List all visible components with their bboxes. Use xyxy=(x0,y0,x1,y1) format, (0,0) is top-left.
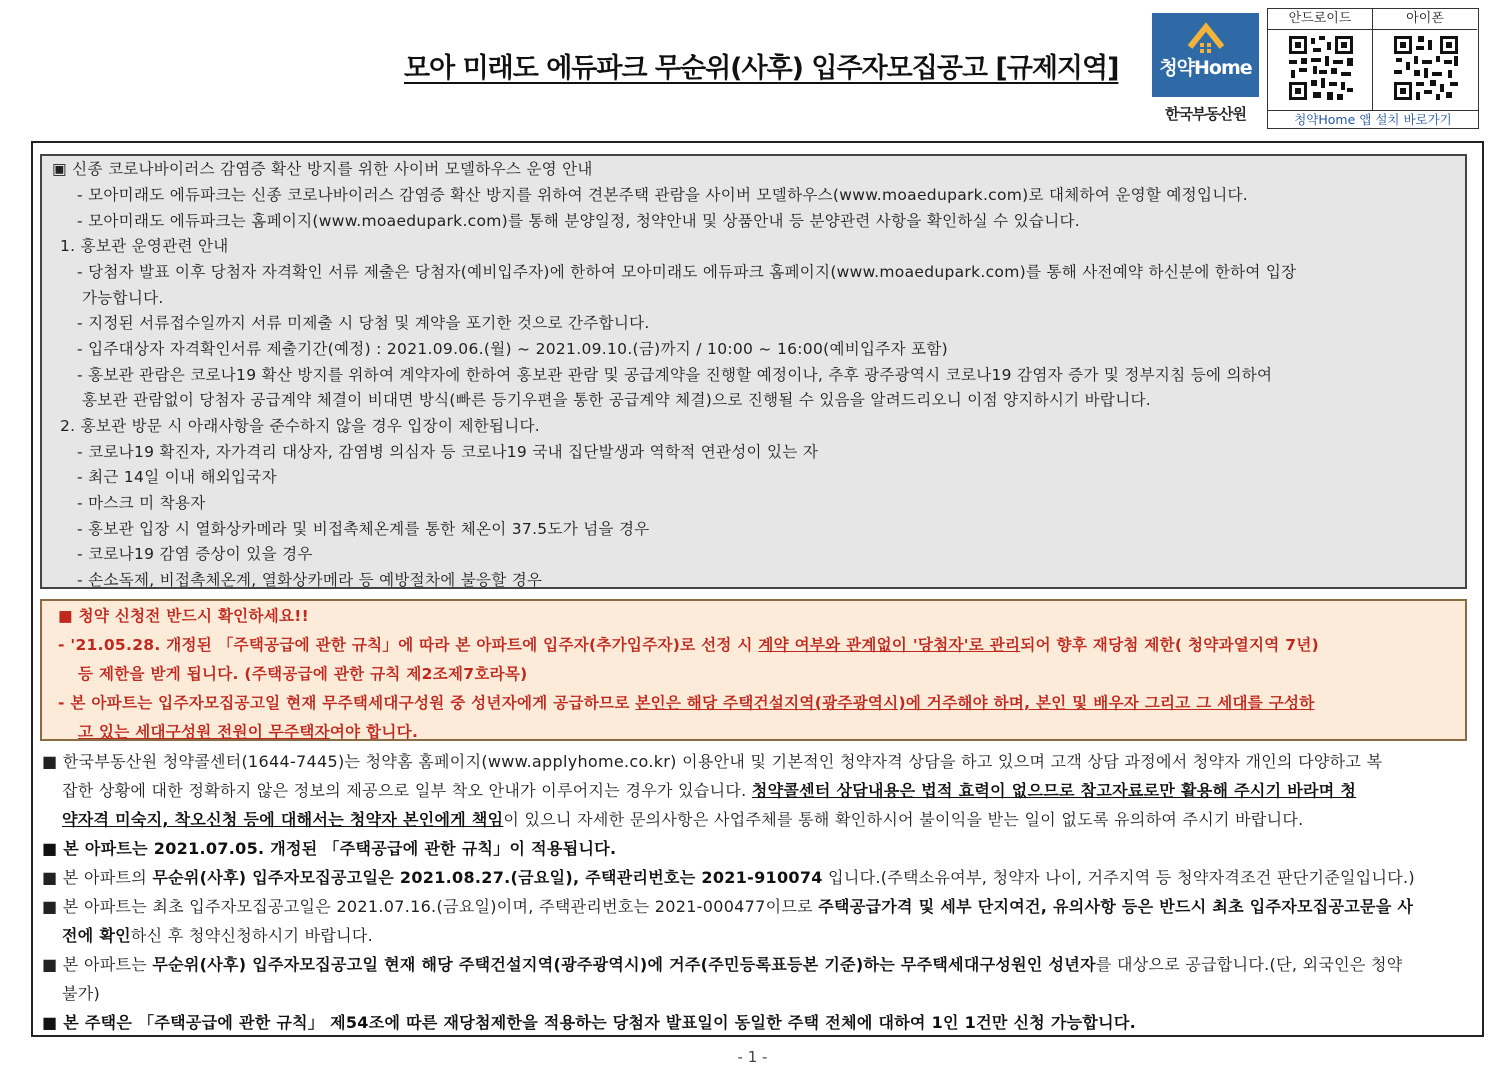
eligibility-prefix: ■ 본 아파트는 xyxy=(42,955,153,974)
warning-item-2-cont xyxy=(78,720,418,742)
corona-section-2-item-e: - 코로나19 감염 증상이 있을 경우 xyxy=(77,545,313,563)
first-announcement-text-2: 하신 후 청약신청하시기 바랍니다. xyxy=(130,926,374,945)
applyhome-logo[interactable] xyxy=(1152,13,1259,125)
announcement-suffix: 입니다.(주택소유여부, 청약자 나이, 거주지역 등 청약자격조건 판단기준일입니다.) xyxy=(822,868,1415,887)
callcenter-emphasis: 청약콜센터 상담내용은 법적 효력이 없으므로 참고자료로만 활용해 주시기 바라며 청 xyxy=(751,781,1357,800)
qr-iphone[interactable] xyxy=(1373,9,1477,110)
corona-section-1-item-b: - 지정된 서류접수일까지 서류 미제출 시 당첨 및 계약을 포기한 것으로 간주합니다. xyxy=(77,314,650,332)
notice-item-eligibility-cont: 불가) xyxy=(62,984,101,1003)
callcenter-text: 잡한 상황에 대한 정확하지 않은 정보의 제공으로 일부 착오 안내가 이루어지는 경우가 있습니다. xyxy=(62,781,752,800)
warning-item-2-text: - 본 아파트는 입주자모집공고일 현재 무주택세대구성원 중 성년자에게 공급하므로 xyxy=(58,694,636,712)
corona-section-1: 1. 홍보관 운영관련 안내 xyxy=(60,237,229,255)
warning-item-1-cont: 등 제한을 받게 됩니다. (주택공급에 관한 규칙 제2조제7호라목) xyxy=(78,665,528,683)
corona-section-1-item-a-cont: 가능합니다. xyxy=(82,289,164,307)
house-logo-icon xyxy=(1152,13,1259,97)
warning-item-2-cont-rest: 여야 합니다. xyxy=(329,723,419,741)
notice-item-first-announcement-cont xyxy=(62,923,373,946)
eligibility-emphasis: 무순위(사후) 입주자모집공고일 현재 해당 주택건설지역(광주광역시)에 거주(주민등록표등본 기준)하는 무주택세대구성원인 성년자 xyxy=(152,955,1096,974)
notice-item-first-announcement xyxy=(42,894,1413,917)
warning-item-2-cont-underlined: 고 있는 세대구성원 전원이 무주택자 xyxy=(78,723,330,741)
corona-item-1: - 모아미래도 에듀파크는 신종 코로나바이러스 감염증 확산 방지를 위하여 견본주택 관람을 사이버 모델하우스(www.moaedupark.com)로 대체하여 운영할 예정입니다. xyxy=(77,186,1248,204)
warning-heading: ■ 청약 신청전 반드시 확인하세요!! xyxy=(58,607,310,625)
first-announcement-emphasis-2: 전에 확인 xyxy=(62,926,131,945)
notice-item-one-application: ■ 본 주택은 「주택공급에 관한 규칙」 제54조에 따른 재당첨제한을 적용하는 당첨자 발표일이 동일한 주택 전체에 대하여 1인 1건만 신청 가능합니다. xyxy=(42,1013,1136,1032)
warning-item-2 xyxy=(58,691,1315,713)
callcenter-text-2: 이 있으니 자세한 문의사항은 사업주체를 통해 확인하시어 불이익을 받는 일이 없도록 유의하여 주시기 바랍니다. xyxy=(503,810,1304,829)
eligibility-suffix: 를 대상으로 공급합니다.(단, 외국인은 청약 xyxy=(1095,955,1403,974)
announcement-emphasis: 무순위(사후) 입주자모집공고일은 2021.08.27.(금요일), 주택관리번호는 2021-910074 xyxy=(152,868,823,887)
corona-section-1-item-c: - 입주대상자 자격확인서류 제출기간(예정) : 2021.09.06.(월) ~ 2021.09.10.(금)까지 / 10:00 ~ 16:00(예비입주자 포함) xyxy=(77,340,948,358)
qr-panel xyxy=(1267,8,1479,129)
corona-section-2-item-c: - 마스크 미 착용자 xyxy=(77,494,206,512)
announcement-prefix: ■ 본 아파트의 xyxy=(42,868,153,887)
warning-item-1-text: - '21.05.28. 개정된 「주택공급에 관한 규칙」에 따라 본 아파트에 입주자(추가입주자)로 선정 시 xyxy=(58,636,759,654)
corona-section-2-item-d: - 홍보관 입장 시 열화상카메라 및 비접촉체온계를 통한 체온이 37.5도가 넘을 경우 xyxy=(77,520,650,538)
corona-item-2: - 모아미래도 에듀파크는 홈페이지(www.moaedupark.com)를 통해 분양일정, 청약안내 및 상품안내 등 분양관련 사항을 확인하실 수 있습니다. xyxy=(77,212,1080,230)
warning-item-1 xyxy=(58,633,1319,655)
warning-item-2-underlined: 본인은 해당 주택건설지역(광주광역시)에 거주해야 하며, 본인 및 배우자 그리고 그 세대를 구성하 xyxy=(635,694,1315,712)
first-announcement-text: ■ 본 아파트는 최초 입주자모집공고일은 2021.07.16.(금요일)이며, 주택관리번호는 2021-000477이므로 xyxy=(42,897,819,916)
corona-section-1-item-d: - 홍보관 관람은 코로나19 확산 방지를 위하여 계약자에 한하여 홍보관 관람 및 공급계약을 진행할 예정이나, 추후 광주광역시 코로나19 감염자 증가 및 정부지침 등에 의하여 xyxy=(77,366,1273,384)
corona-section-1-item-d-cont: 홍보관 관람없이 당첨자 공급계약 체결이 비대면 방식(빠른 등기우편을 통한 공급계약 체결)으로 진행될 수 있음을 알려드리오니 이점 양지하시기 바랍니다. xyxy=(82,391,1151,409)
first-announcement-emphasis: 주택공급가격 및 세부 단지여건, 유의사항 등은 반드시 최초 입주자모집공고문을 사 xyxy=(818,897,1414,916)
corona-heading: ▣ 신종 코로나바이러스 감염증 확산 방지를 위한 사이버 모델하우스 운영 안내 xyxy=(52,160,593,178)
notice-item-callcenter-cont-2 xyxy=(62,807,1304,830)
qr-footer-link[interactable]: 청약Home 앱 설치 바로가기 xyxy=(1268,110,1478,129)
page-title: 모아 미래도 에듀파크 무순위(사후) 입주자모집공고 [규제지역] xyxy=(404,53,1119,84)
page-number: - 1 - xyxy=(737,1048,768,1066)
notice-item-eligibility xyxy=(42,952,1403,975)
corona-section-2: 2. 홍보관 방문 시 아래사항을 준수하지 않을 경우 입장이 제한됩니다. xyxy=(60,417,541,435)
logo-text: 청약Home xyxy=(1159,57,1252,79)
qr-code-icon xyxy=(1287,34,1355,102)
warning-item-1-underlined: 계약 여부와 관계없이 '당첨자'로 관리 xyxy=(758,636,1021,654)
notice-item-callcenter-cont-1 xyxy=(62,778,1356,801)
warning-item-1-rest: 되어 향후 재당첨 제한( 청약과열지역 7년) xyxy=(1020,636,1320,654)
callcenter-emphasis-2: 약자격 미숙지, 착오신청 등에 대해서는 청약자 본인에게 책임 xyxy=(62,810,504,829)
notice-item-announcement-date xyxy=(42,865,1415,888)
corona-section-2-item-a: - 코로나19 확진자, 자가격리 대상자, 감염병 의심자 등 코로나19 국내 집단발생과 역학적 연관성이 있는 자 xyxy=(77,443,819,461)
corona-section-2-item-b: - 최근 14일 이내 해외입국자 xyxy=(77,468,277,486)
qr-android-label: 안드로이드 xyxy=(1268,9,1372,30)
corona-section-1-item-a: - 당첨자 발표 이후 당첨자 자격확인 서류 제출은 당첨자(예비입주자)에 한하여 모아미래도 에듀파크 홈페이지(www.moaedupark.com)를 통해 사전예약 하신분에 한하여 입장 xyxy=(77,263,1297,281)
logo-org-name: 한국부동산원 xyxy=(1165,105,1246,123)
notice-item-callcenter: ■ 한국부동산원 청약콜센터(1644-7445)는 청약홈 홈페이지(www.applyhome.co.kr) 이용안내 및 기본적인 청약자격 상담을 하고 있으며 고객 상담 과정에서 청약자 개인의 다양하고 복 xyxy=(42,752,1383,771)
qr-android[interactable] xyxy=(1268,9,1373,110)
notice-item-rule-applied: ■ 본 아파트는 2021.07.05. 개정된 「주택공급에 관한 규칙」이 적용됩니다. xyxy=(42,839,617,858)
qr-iphone-label: 아이폰 xyxy=(1373,9,1477,30)
corona-section-2-item-f: - 손소독제, 비접촉체온계, 열화상카메라 등 예방절차에 불응할 경우 xyxy=(77,571,543,589)
qr-code-icon xyxy=(1392,34,1460,102)
